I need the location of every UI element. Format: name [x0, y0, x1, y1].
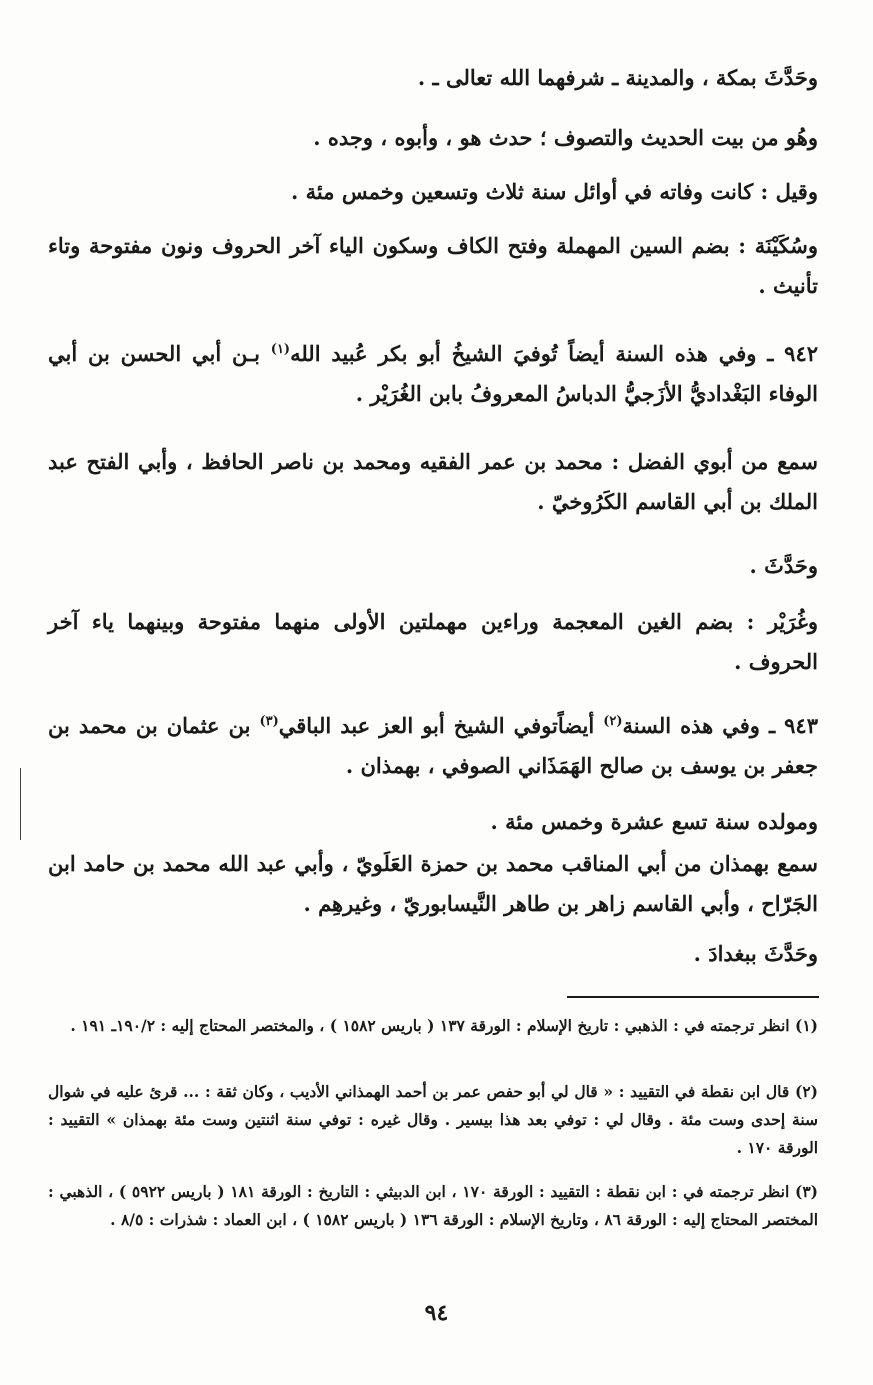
entry-942 [48, 334, 818, 414]
entry-text: ـ وفي هذه السنة أيضاً تُوفيَ الشيخُ أبو بكر عُبيد الله [290, 341, 785, 366]
entry-text: بـن أبي الحسن بن أبي الوفاء البَغْداديُّ الأزَجيُّ الدباسُ المعروفُ بابن الغُرَيْر . [48, 341, 818, 406]
footnote-ref: (٢) [603, 714, 623, 729]
paragraph-2: وهُو من بيت الحديث والتصوف ؛ حدث هو ، وأبوه ، وجده . [313, 125, 818, 150]
entry-text: بن عثمان بن محمد بن جعفر بن يوسف بن صالح الهَمَذَاني الصوفي ، بهمذان . [48, 713, 818, 778]
margin-line [20, 768, 21, 840]
entry-text: أيضاًتوفي الشيخ أبو العز عبد الباقي [278, 713, 604, 738]
footnote-ref: (٣) [259, 714, 279, 729]
paragraph-7: وحَدَّثَ . [749, 553, 818, 578]
entry-943 [48, 706, 818, 786]
entry-number: ٩٤٢ [784, 341, 819, 366]
paragraph-1: وحَدَّثَ بمكة ، والمدينة ـ شرفهما الله تعالى ـ . [417, 65, 818, 90]
paragraph-8: وغُرَيْر : بضم الغين المعجمة وراءين مهملتين الأولى منهما مفتوحة وبينهما ياء آخر الحروف . [48, 609, 818, 674]
footnote-ref: (١) [270, 342, 291, 357]
entry-text: ـ وفي هذه السنة [622, 713, 785, 738]
footnote-separator [567, 996, 819, 998]
page-number: ٩٤ [424, 1300, 449, 1326]
footnote-2: (٢) قال ابن نقطة في التقييد : « قال لي أبو حفص عمر بن أحمد الهمذاني الأديب ، وكان ثقة : ... قرئ عليه في شوال سنة إحدى وست مئة . وقال لي : توفي بعد هذا بيسير . وقال غيره : توفي سنة اثنتين وست مئة بهمذان » التقييد : الورقة ١٧٠ . [48, 1082, 818, 1157]
paragraph-10: ومولده سنة تسع عشرة وخمس مئة . [490, 809, 818, 834]
footnote-1: (١) انظر ترجمته في : الذهبي : تاريخ الإسلام : الورقة ١٣٧ ( باريس ١٥٨٢ ) ، والمختصر المحتاج إليه : ١٩٠/٢ـ ١٩١ . [70, 1016, 818, 1035]
entry-number: ٩٤٣ [784, 713, 818, 738]
paragraph-3: وقيل : كانت وفاته في أوائل سنة ثلاث وتسعين وخمس مئة . [291, 179, 818, 204]
paragraph-11: سمع بهمذان من أبي المناقب محمد بن حمزة العَلَويّ ، وأبي عبد الله محمد بن حامد ابن الجَرّاح ، وأبي القاسم زاهر بن طاهر النَّيسابوريّ ، وغيرهِم . [48, 851, 818, 916]
paragraph-4: وسُكَيْنَة : بضم السين المهملة وفتح الكاف وسكون الياء آخر الحروف ونون مفتوحة وتاء تأنيث . [48, 233, 818, 298]
paragraph-6: سمع من أبوي الفضل : محمد بن عمر الفقيه ومحمد بن ناصر الحافظ ، وأبي الفتح عبد الملك بن أبي القاسم الكَرُوخيّ . [48, 449, 818, 514]
paragraph-12: وحَدَّثَ ببغدادَ . [693, 941, 818, 966]
footnote-3: (٣) انظر ترجمته في : ابن نقطة : التقييد : الورقة ١٧٠ ، ابن الدبيثي : التاريخ : الورقة ١٨١ ( باريس ٥٩٢٢ ) ، الذهبي : المختصر المحتاج إليه : الورقة ٨٦ ، وتاريخ الإسلام : الورقة ١٣٦ ( باريس ١٥٨٢ ) ، ابن العماد : شذرات : ٨/٥ . [48, 1182, 818, 1229]
